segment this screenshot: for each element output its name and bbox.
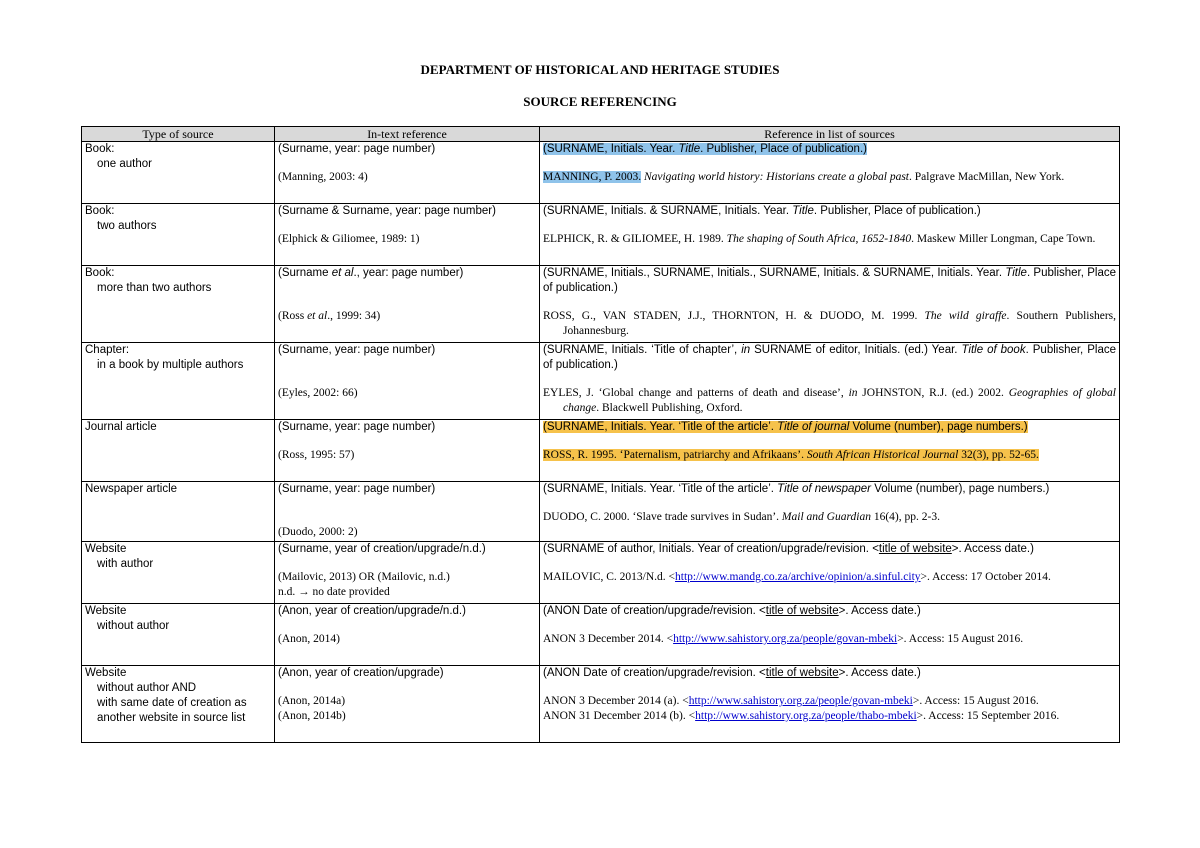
intext-format: (Surname, year: page number) bbox=[278, 483, 436, 495]
reference-example: MANNING, P. 2003. Navigating world history: Historians create a global past. Palgrave MacMillan, New York. bbox=[543, 171, 1065, 183]
source-subtype: without author bbox=[97, 620, 170, 632]
intext-example: (Anon, 2014) bbox=[278, 633, 340, 645]
intext-example: (Eyles, 2002: 66) bbox=[278, 387, 358, 399]
source-type: Website bbox=[85, 667, 127, 679]
mandg-link[interactable]: http://www.mandg.co.za/archive/opinion/a.sinful.city bbox=[675, 571, 921, 583]
reference-format: (SURNAME, Initials. ‘Title of chapter’, in SURNAME of editor, Initials. (ed.) Year. Title of book. Publisher, Place of publication.) bbox=[543, 344, 1116, 371]
department-title: DEPARTMENT OF HISTORICAL AND HERITAGE STUDIES bbox=[420, 62, 780, 77]
reference-example: ANON 3 December 2014. <http://www.sahistory.org.za/people/govan-mbeki>. Access: 15 August 2016. bbox=[543, 633, 1024, 645]
source-type: Book: bbox=[85, 143, 115, 155]
reference-example: ANON 31 December 2014 (b). <http://www.sahistory.org.za/people/thabo-mbeki>. Access: 15 September 2016. bbox=[543, 710, 1060, 722]
table-row bbox=[82, 666, 1120, 743]
intext-format: (Anon, year of creation/upgrade) bbox=[278, 667, 444, 679]
intext-format: (Surname, year: page number) bbox=[278, 143, 436, 155]
intext-format: (Surname, year of creation/upgrade/n.d.) bbox=[278, 543, 486, 555]
source-type: Website bbox=[85, 543, 127, 555]
thabo-mbeki-link[interactable]: http://www.sahistory.org.za/people/thabo-mbeki bbox=[695, 710, 917, 722]
source-type: Book: bbox=[85, 205, 115, 217]
source-subtype: one author bbox=[97, 158, 152, 170]
source-type: Website bbox=[85, 605, 127, 617]
reference-example: ANON 3 December 2014 (a). <http://www.sahistory.org.za/people/govan-mbeki>. Access: 15 August 2016. bbox=[543, 695, 1039, 707]
intext-format: (Surname, year: page number) bbox=[278, 344, 436, 356]
table-row bbox=[82, 420, 1120, 482]
title-of-website-link[interactable]: title of website bbox=[878, 543, 952, 555]
intext-example: (Mailovic, 2013) OR (Mailovic, n.d.) bbox=[278, 571, 450, 583]
source-subtype: with author bbox=[97, 558, 154, 570]
intext-format: (Surname et al., year: page number) bbox=[278, 267, 464, 279]
table-row bbox=[82, 142, 1120, 204]
reference-example: ELPHICK, R. & GILIOMEE, H. 1989. The shaping of South Africa, 1652-1840. Maskew Miller Longman, Cape Town. bbox=[543, 233, 1096, 245]
source-subtype: another website in source list bbox=[97, 712, 246, 724]
title-of-website-link[interactable]: title of website bbox=[765, 667, 839, 679]
source-type: Newspaper article bbox=[85, 483, 178, 495]
source-subtype: more than two authors bbox=[97, 282, 212, 294]
reference-format: (SURNAME, Initials. Year. ‘Title of the article’. Title of journal Volume (number), page numbers.) bbox=[543, 421, 1028, 433]
source-type: Journal article bbox=[85, 421, 157, 433]
table-header-row bbox=[82, 127, 1120, 142]
column-header: Reference in list of sources bbox=[540, 127, 1120, 142]
reference-example: DUODO, C. 2000. ‘Slave trade survives in Sudan’. Mail and Guardian 16(4), pp. 2-3. bbox=[543, 511, 940, 523]
govan-mbeki-link[interactable]: http://www.sahistory.org.za/people/govan-mbeki bbox=[673, 633, 898, 645]
reference-example: MAILOVIC, C. 2013/N.d. <http://www.mandg.co.za/archive/opinion/a.sinful.city>. Access: 17 October 2014. bbox=[543, 571, 1051, 583]
intext-format: (Anon, year of creation/upgrade/n.d.) bbox=[278, 605, 466, 617]
intext-example: (Duodo, 2000: 2) bbox=[278, 526, 358, 538]
source-subtype: without author AND bbox=[97, 682, 197, 694]
intext-note: n.d. → no date provided bbox=[278, 586, 390, 598]
page-subtitle: SOURCE REFERENCING bbox=[523, 94, 677, 109]
reference-format: (ANON Date of creation/upgrade/revision. <title of website>. Access date.) bbox=[543, 605, 921, 617]
reference-format: (SURNAME of author, Initials. Year of creation/upgrade/revision. <title of website>. Access date.) bbox=[543, 543, 1034, 555]
table-row bbox=[82, 542, 1120, 604]
source-subtype: with same date of creation as bbox=[97, 697, 247, 709]
reference-example: EYLES, J. ‘Global change and patterns of death and disease’, in JOHNSTON, R.J. (ed.) 2002. Geographies of global change. Blackwell Publishing, Oxford. bbox=[543, 387, 1117, 414]
table-row bbox=[82, 604, 1120, 666]
table-row bbox=[82, 482, 1120, 542]
reference-example: ROSS, R. 1995. ‘Paternalism, patriarchy and Afrikaans’. South African Historical Journal 32(3), pp. 52-65. bbox=[543, 449, 1039, 461]
table-row bbox=[82, 343, 1120, 420]
intext-example: (Anon, 2014b) bbox=[278, 710, 346, 722]
intext-format: (Surname, year: page number) bbox=[278, 421, 436, 433]
source-subtype: in a book by multiple authors bbox=[97, 359, 244, 371]
intext-example: (Ross, 1995: 57) bbox=[278, 449, 355, 461]
reference-format: (SURNAME, Initials. Year. Title. Publisher, Place of publication.) bbox=[543, 143, 867, 155]
source-type: Chapter: bbox=[85, 344, 130, 356]
intext-format: (Surname & Surname, year: page number) bbox=[278, 205, 496, 217]
reference-example: ROSS, G., VAN STADEN, J.J., THORNTON, H. & DUODO, M. 1999. The wild giraffe. Southern Publishers, Johannesburg. bbox=[543, 310, 1116, 337]
source-subtype: two authors bbox=[97, 220, 157, 232]
intext-example: (Manning, 2003: 4) bbox=[278, 171, 368, 183]
intext-example: (Anon, 2014a) bbox=[278, 695, 346, 707]
govan-mbeki-link[interactable]: http://www.sahistory.org.za/people/govan-mbeki bbox=[688, 695, 913, 707]
intext-example: (Elphick & Giliomee, 1989: 1) bbox=[278, 233, 420, 245]
intext-example: (Ross et al., 1999: 34) bbox=[278, 310, 381, 322]
table-row bbox=[82, 204, 1120, 266]
title-of-website-link[interactable]: title of website bbox=[765, 605, 839, 617]
column-header: Type of source bbox=[82, 127, 275, 142]
table-row bbox=[82, 266, 1120, 343]
reference-format: (SURNAME, Initials., SURNAME, Initials., SURNAME, Initials. & SURNAME, Initials. Year. Title. Publisher, Place of publication.) bbox=[543, 267, 1116, 294]
source-type: Book: bbox=[85, 267, 115, 279]
reference-format: (SURNAME, Initials. & SURNAME, Initials. Year. Title. Publisher, Place of publication.) bbox=[543, 205, 981, 217]
reference-format: (SURNAME, Initials. Year. ‘Title of the article’. Title of newspaper Volume (number), page numbers.) bbox=[543, 483, 1050, 495]
reference-format: (ANON Date of creation/upgrade/revision. <title of website>. Access date.) bbox=[543, 667, 921, 679]
column-header: In-text reference bbox=[275, 127, 540, 142]
referencing-table bbox=[81, 126, 1120, 743]
